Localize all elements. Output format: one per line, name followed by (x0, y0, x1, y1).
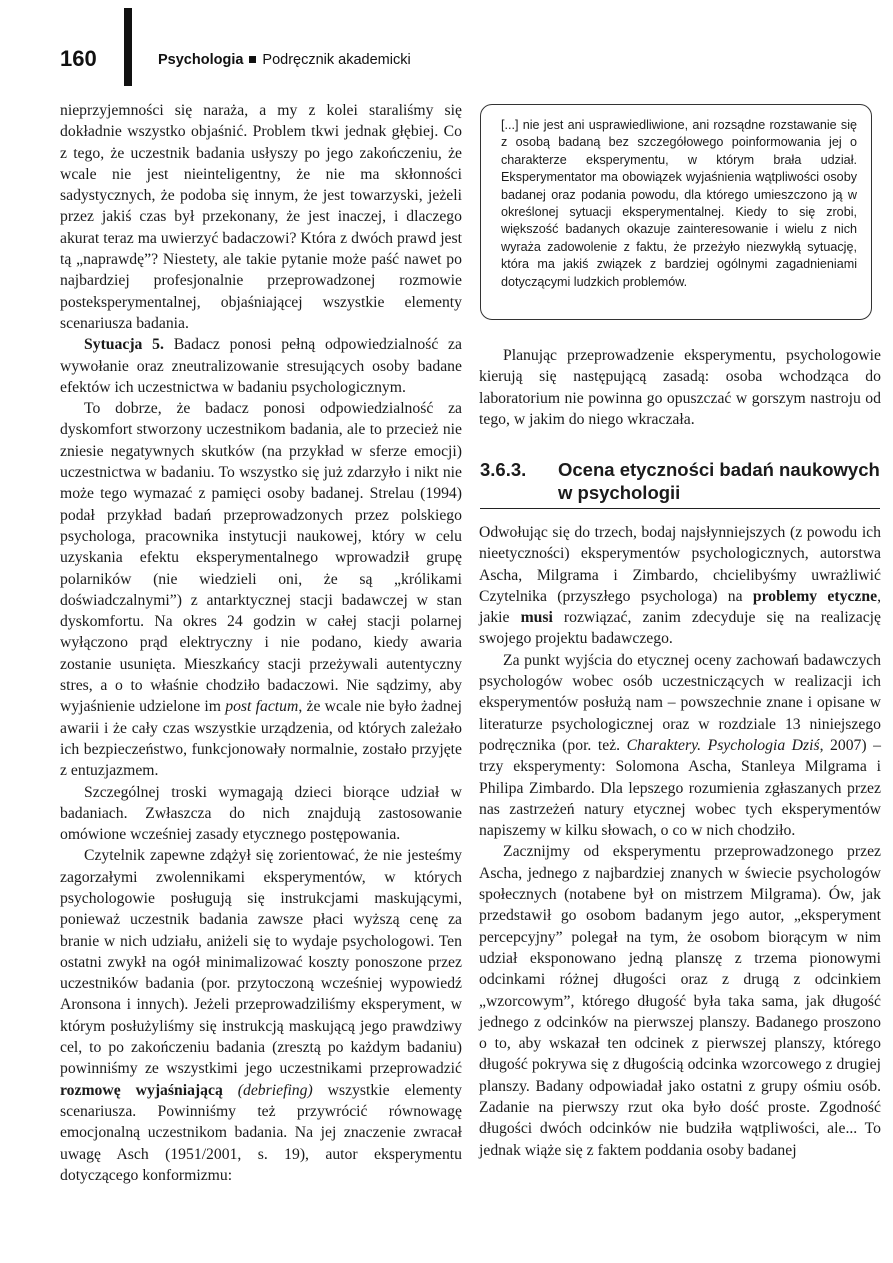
left-column (60, 100, 462, 1186)
paragraph: nieprzyjemności się naraża, a my z kolei staraliśmy się dokładnie wszystko objaśnić. Problem tkwi jednak głębiej. Co z tego, że uczestnik badania usłyszy po jego zakończeniu, że wcale nie jest nieinteligentny, że nie ma skłonności sadystycznych, że podoba się innym, że jest towarzyski, jeżeli przez jakiś czas był przekonany, że jest inaczej, i dlaczego akurat teraz ma uwierzyć badaczowi? Która z dwóch prawd jest tą „naprawdę”? Niestety, ale takie pytanie może paść nawet po najbardziej profesjonalnie przeprowadzonej rozmowie posteksperymentalnej, objaśniającej wszystkie elementy scenariusza badania. (60, 102, 462, 332)
page-number: 160 (60, 46, 97, 71)
section-rule (480, 508, 880, 509)
section-heading (480, 458, 880, 504)
section-number: 3.6.3. (480, 459, 527, 480)
paragraph: Sytuacja 5. Badacz ponosi pełną odpowiedzialność za wywołanie oraz zneutralizowanie stresujących osoby badane efektów ich uczestnictwa w badaniu psychologicznym. (60, 336, 462, 396)
paragraph: Planując przeprowadzenie eksperymentu, psychologowie kierują się następującą zasadą: osoba wchodząca do laboratorium nie powinna go opuszczać w gorszym nastroju od tego, w jakim do niego wkraczała. (479, 347, 881, 428)
paragraph: To dobrze, że badacz ponosi odpowiedzialność za dyskomfort stworzony uczestnikom badania, ale to przecież nie zniesie negatywnych skutków (na przykład w sferze emocji) uczestnictwa w badaniu. To wszystko się już zdarzyło i nikt nie może tego wymazać z pamięci osoby badanej. Strelau (1994) podał przykład badań przeprowadzonych przez polskiego psychologa, pracownika instytucji naukowej, który w celu uzyskania efektu eksperymentalnego wprowadził grupę polarników (nie wiedzieli oni, że są „królikami doświadczalnymi”) z antarktycznej stacji badawczej w stan dyskomfortu. Na okres 24 godzin w całej stacji polarnej wyłączono prąd elektryczny i nie podano, kiedy awaria zostanie usunięta. Mieszkańcy stacji przeżywali autentyczny stres, a o to właśnie chodziło badaczowi. Nie sądzimy, aby wyjaśnienie udzielone im post factum, że wcale nie było żadnej awarii i że cały czas wszystkie urządzenia, od których zależało ich bezpieczeństwo, funkcjonowały normalnie, zostało przyjęte z entuzjazmem. (60, 400, 462, 780)
section-title: Ocena etyczności badań naukowych (558, 459, 880, 480)
quote-text: [...] nie jest ani usprawiedliwione, ani rozsądne rozstawanie się z osobą badaną bez szczegółowego poinformowania jej o charakterze eksperymentu, w którym brała udział. Eksperymentator ma obowiązek wyjaśnienia wątpliwości osoby badanej oraz podania powodu, dla którego umieszczono ją w określonej sytuacji eksperymentalnej. Kiedy to się zrobi, większość badanych okazuje zainteresowanie i wielu z nich wyraża zadowolenie z faktu, że przeżyło niezwykłą sytuację, która ma jakiś związek z bardziej ogólnymi zagadnieniami dotyczącymi ludzkich problemów. (501, 118, 857, 289)
paragraph: Czytelnik zapewne zdążył się zorientować, że nie jesteśmy zagorzałymi zwolennikami eksperymentów, w których psychologowie posługują się instrukcjami maskującymi, ponieważ uczestnik badania zawsze płaci wyższą cenę za branie w nich udziału, aniżeli się to wydaje psychologowi. Ten ostatni zwykł na ogół minimalizować koszty ponoszone przez uczestników badania (por. przytoczoną wcześniej wypowiedź Aronsona i innych). Jeżeli przeprowadziliśmy eksperyment, w którym posłużyliśmy się instrukcją maskującą jego prawdziwy cel, to po zakończeniu badania (zresztą po każdym badaniu) powinniśmy ze wszystkimi jego uczestnikami przeprowadzić rozmowę wyjaśniającą (debriefing) wszystkie elementy scenariusza. Powinniśmy też przywrócić równowagę emocjonalną uczestnikom badania. Na jej znaczenie zwracał uwagę Asch (1951/2001, s. 19), autor eksperymentu dotyczącego konformizmu: (60, 847, 463, 1184)
paragraph: Za punkt wyjścia do etycznej oceny zachowań badawczych psychologów wobec osób uczestniczących w realizacji ich eksperymentów posłużą nam – powszechnie znane i opisane w literaturze psychologicznej oraz w rozdziale 13 niniejszego podręcznika (por. też. Charaktery. Psychologia Dziś, 2007) – trzy eksperymenty: Solomona Ascha, Stanleya Milgrama i Philipa Zimbardo. Dla lepszego rozumienia zgłaszanych przez nas zastrzeżeń natury etycznej wobec tych eksperymentów napiszemy w kilku słowach, o co w nich chodziło. (479, 651, 881, 840)
italic-term: post factum (225, 698, 299, 716)
bold-term: problemy etyczne (752, 587, 878, 605)
header-bar (124, 8, 132, 86)
situation-label: Sytuacja 5. (84, 336, 164, 354)
bold-term: musi (520, 609, 553, 627)
book-subtitle: Podręcznik akademicki (262, 52, 411, 68)
italic-term: (debriefing) (237, 1081, 313, 1099)
square-bullet-icon (249, 56, 256, 63)
running-head (158, 52, 411, 68)
quote-box (480, 104, 872, 320)
book-title: Psychologia (158, 52, 244, 68)
right-column-top (479, 345, 881, 430)
page-header (0, 0, 893, 100)
bold-term: rozmowę wyjaśniającą (60, 1081, 223, 1099)
section-title-cont: w psychologii (558, 482, 681, 503)
paragraph: Odwołując się do trzech, bodaj najsłynniejszych (z powodu ich nieetyczności) eksperymentów psychologicznych, autorstwa Ascha, Milgrama i Zimbardo, chcielibyśmy uwrażliwić Czytelnika (przyszłego psychologa) na problemy etyczne, jakie musi rozwiązać, zanim zdecyduje się na realizację swojego projektu badawczego. (479, 524, 881, 648)
right-column-body (479, 522, 881, 1161)
italic-term: Charaktery. Psychologia Dziś (626, 736, 820, 754)
paragraph: Szczególnej troski wymagają dzieci biorące udział w badaniach. Zwłaszcza do nich znajdują zastosowanie omówione wcześniej zasady etycznego postępowania. (60, 783, 462, 844)
paragraph: Zacznijmy od eksperymentu przeprowadzonego przez Ascha, jednego z najbardziej znanych w świecie psychologów społecznych (notabene był on mistrzem Milgrama). Ów, jak przedstawił go osobom badanym jego autor, „eksperyment percepcyjny” polegał na tym, że osobom biorącym w nim udział eksponowano jedną planszę z trzema pionowymi odcinkami różnej długości oraz z drugą z odcinkiem „wzorcowym”, którego długość była taka sama, jak długość jednego z odcinków na pierwszej planszy. Badanego proszono o to, aby wskazał ten odcinek z pierwszej planszy, którego długość pokrywa się z długością odcinka wzorcowego z drugiej planszy. Badany odpowiadał jako ostatni z grupy ośmiu osób. Zadanie na pierwszy rzut oka było dość proste. Zgodność długości dwóch odcinków nie budziła wątpliwości, ale... To jednak wiąże się z faktem poddania osoby badanej (479, 843, 881, 1159)
